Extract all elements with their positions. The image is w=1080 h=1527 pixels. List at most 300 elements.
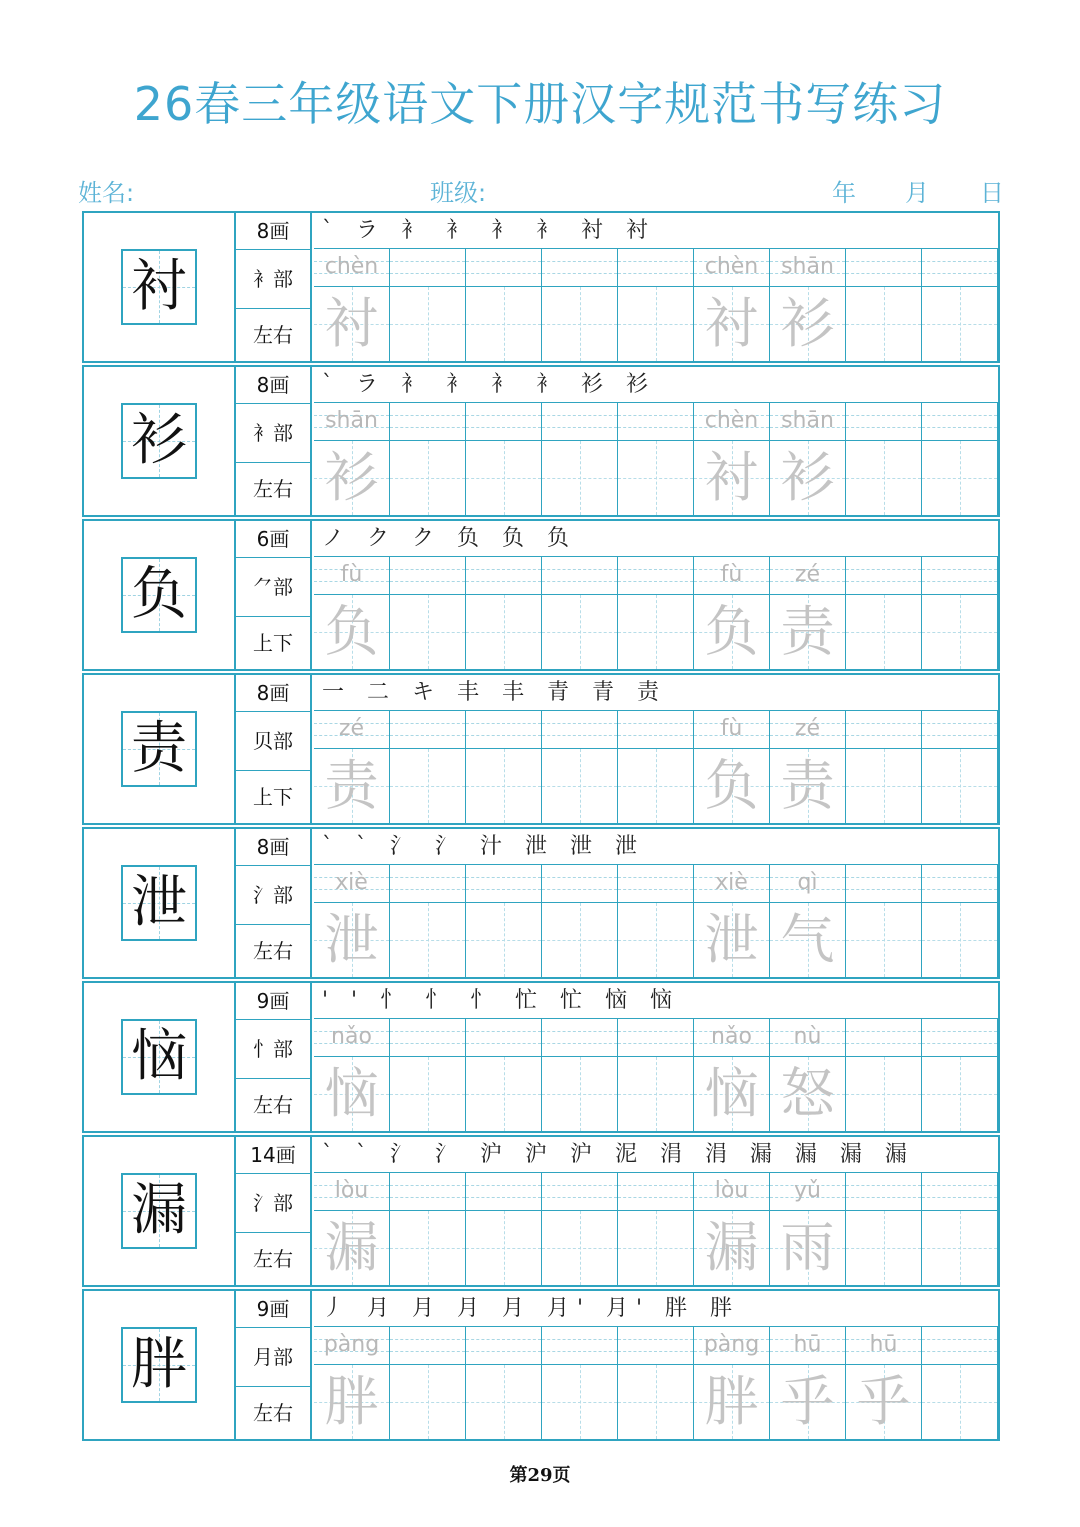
- stroke-order: ` ` 氵 氵 汁 泄 泄 泄: [314, 829, 998, 865]
- writing-cell[interactable]: [922, 403, 998, 515]
- radical: 氵部: [236, 866, 310, 925]
- pinyin-box: [390, 1019, 465, 1057]
- trace-character: 责: [780, 754, 835, 817]
- tianzige-box: [922, 441, 997, 515]
- pinyin-text: fù: [720, 562, 743, 587]
- model-character-cell: [84, 983, 236, 1131]
- trace-character: 乎: [780, 1370, 835, 1433]
- tianzige-box: [314, 595, 389, 669]
- trace-character: [846, 749, 921, 823]
- tianzige-box: [542, 1057, 617, 1131]
- writing-cell[interactable]: [314, 403, 390, 515]
- writing-cell[interactable]: [770, 865, 846, 977]
- writing-cell[interactable]: [542, 249, 618, 361]
- character-block: [82, 365, 1000, 517]
- tianzige-box: [618, 903, 693, 977]
- pinyin-box: [694, 557, 769, 595]
- pinyin-box: [922, 711, 997, 749]
- tianzige-box: [770, 1057, 845, 1131]
- writing-cell[interactable]: [618, 403, 694, 515]
- practice-sheet: [82, 211, 1000, 1443]
- writing-cell[interactable]: [694, 1019, 770, 1131]
- pinyin-box: [618, 711, 693, 749]
- writing-cell[interactable]: [618, 1327, 694, 1439]
- radical: 贝部: [236, 712, 310, 771]
- tianzige-box: [770, 287, 845, 361]
- writing-cell[interactable]: [314, 865, 390, 977]
- pinyin-box: [846, 557, 921, 595]
- pinyin-box: [618, 403, 693, 441]
- writing-cell[interactable]: [922, 557, 998, 669]
- tianzige-box: [466, 595, 541, 669]
- character-info: [236, 983, 312, 1131]
- pinyin-box: [770, 403, 845, 441]
- trace-character: [618, 595, 693, 669]
- writing-cell[interactable]: [314, 557, 390, 669]
- writing-cell[interactable]: [618, 557, 694, 669]
- model-character-box: [121, 249, 197, 325]
- writing-cell[interactable]: [314, 1327, 390, 1439]
- writing-cell[interactable]: [390, 865, 466, 977]
- character-block: [82, 827, 1000, 979]
- trace-character: [618, 441, 693, 515]
- writing-cell[interactable]: [618, 865, 694, 977]
- writing-cell[interactable]: [542, 711, 618, 823]
- model-character-cell: [84, 521, 236, 669]
- tianzige-box: [618, 749, 693, 823]
- writing-cell[interactable]: [618, 1173, 694, 1285]
- trace-character: [466, 287, 541, 361]
- pinyin-box: [314, 1019, 389, 1057]
- trace-character: 漏: [324, 1216, 379, 1279]
- stroke-count: 8画: [236, 213, 310, 250]
- writing-cell[interactable]: [694, 865, 770, 977]
- model-character-box: [121, 557, 197, 633]
- model-character-box: [121, 403, 197, 479]
- writing-cell[interactable]: [770, 557, 846, 669]
- pinyin-box: [770, 1327, 845, 1365]
- writing-cell[interactable]: [618, 1019, 694, 1131]
- tianzige-box: [922, 1211, 997, 1285]
- pinyin-box: [466, 1173, 541, 1211]
- writing-cell[interactable]: [466, 1327, 542, 1439]
- writing-cell[interactable]: [846, 711, 922, 823]
- tianzige-box: [466, 287, 541, 361]
- trace-character: [466, 1057, 541, 1131]
- pinyin-box: [466, 865, 541, 903]
- writing-cell[interactable]: [694, 711, 770, 823]
- pinyin-box: [390, 1173, 465, 1211]
- writing-grid: [314, 1019, 998, 1131]
- tianzige-box: [618, 1365, 693, 1439]
- writing-cell[interactable]: [694, 1173, 770, 1285]
- model-character: 泄: [131, 870, 187, 935]
- radical: 月部: [236, 1328, 310, 1387]
- pinyin-box: [770, 865, 845, 903]
- pinyin-box: [466, 1327, 541, 1365]
- pinyin-text: xiè: [715, 870, 748, 895]
- tianzige-box: [466, 441, 541, 515]
- tianzige-box: [770, 1365, 845, 1439]
- pinyin-box: [542, 711, 617, 749]
- tianzige-box: [314, 1365, 389, 1439]
- writing-cell[interactable]: [466, 557, 542, 669]
- pinyin-box: [466, 557, 541, 595]
- writing-cell[interactable]: [466, 249, 542, 361]
- tianzige-box: [314, 1057, 389, 1131]
- tianzige-box: [694, 903, 769, 977]
- tianzige-box: [922, 903, 997, 977]
- tianzige-box: [694, 287, 769, 361]
- writing-cell[interactable]: [390, 1327, 466, 1439]
- model-character: 胖: [131, 1332, 187, 1397]
- writing-cell[interactable]: [542, 1327, 618, 1439]
- stroke-count: 8画: [236, 367, 310, 404]
- pinyin-box: [390, 403, 465, 441]
- tianzige-box: [618, 287, 693, 361]
- class-label: 班级:: [430, 179, 487, 207]
- tianzige-box: [694, 1365, 769, 1439]
- writing-cell[interactable]: [466, 865, 542, 977]
- writing-cell[interactable]: [618, 711, 694, 823]
- pinyin-text: zé: [794, 562, 821, 587]
- trace-character: [618, 749, 693, 823]
- tianzige-box: [770, 441, 845, 515]
- tianzige-box: [466, 749, 541, 823]
- writing-cell[interactable]: [390, 403, 466, 515]
- writing-cell[interactable]: [314, 1019, 390, 1131]
- trace-character: 责: [780, 600, 835, 663]
- pinyin-box: [390, 711, 465, 749]
- writing-cell[interactable]: [466, 1173, 542, 1285]
- trace-character: [922, 441, 997, 515]
- writing-cell[interactable]: [770, 249, 846, 361]
- tianzige-box: [922, 287, 997, 361]
- pinyin-box: [694, 403, 769, 441]
- stroke-order: ` ラ 衤 衤 衤 衤 衬 衬: [314, 213, 998, 249]
- pinyin-box: [314, 557, 389, 595]
- trace-character: [390, 749, 465, 823]
- tianzige-box: [846, 595, 921, 669]
- pinyin-text: fù: [340, 562, 363, 587]
- tianzige-box: [390, 903, 465, 977]
- pinyin-box: [542, 865, 617, 903]
- writing-cell[interactable]: [542, 1019, 618, 1131]
- tianzige-box: [846, 1211, 921, 1285]
- character-block: [82, 1289, 1000, 1441]
- pinyin-text: chèn: [704, 254, 759, 279]
- tianzige-box: [770, 1211, 845, 1285]
- writing-cell[interactable]: [770, 711, 846, 823]
- trace-character: [922, 903, 997, 977]
- character-block: [82, 211, 1000, 363]
- writing-cell[interactable]: [770, 1327, 846, 1439]
- tianzige-box: [846, 287, 921, 361]
- pinyin-box: [314, 1327, 389, 1365]
- stroke-count: 8画: [236, 829, 310, 866]
- structure: 左右: [253, 477, 293, 501]
- writing-cell[interactable]: [770, 403, 846, 515]
- writing-cell[interactable]: [542, 865, 618, 977]
- writing-grid: [314, 403, 998, 515]
- writing-cell[interactable]: [846, 1327, 922, 1439]
- pinyin-box: [694, 1327, 769, 1365]
- pinyin-box: [846, 865, 921, 903]
- writing-cell[interactable]: [542, 403, 618, 515]
- pinyin-text: nù: [793, 1024, 822, 1049]
- writing-cell[interactable]: [694, 557, 770, 669]
- writing-cell[interactable]: [390, 557, 466, 669]
- pinyin-box: [694, 865, 769, 903]
- writing-cell[interactable]: [694, 249, 770, 361]
- trace-character: [466, 441, 541, 515]
- tianzige-box: [314, 903, 389, 977]
- writing-cell[interactable]: [390, 711, 466, 823]
- writing-cell[interactable]: [846, 249, 922, 361]
- pinyin-box: [314, 403, 389, 441]
- structure: 左右: [253, 1401, 293, 1425]
- pinyin-box: [618, 249, 693, 287]
- writing-cell[interactable]: [390, 1019, 466, 1131]
- character-info: [236, 829, 312, 977]
- page-title: 26春三年级语文下册汉字规范书写练习: [133, 77, 947, 131]
- writing-cell[interactable]: [846, 865, 922, 977]
- writing-cell[interactable]: [542, 557, 618, 669]
- tianzige-box: [466, 1211, 541, 1285]
- pinyin-box: [542, 1327, 617, 1365]
- trace-character: [542, 749, 617, 823]
- pinyin-box: [542, 557, 617, 595]
- trace-character: [618, 903, 693, 977]
- pinyin-box: [770, 557, 845, 595]
- tianzige-box: [542, 441, 617, 515]
- pinyin-box: [542, 1019, 617, 1057]
- tianzige-box: [390, 1365, 465, 1439]
- pinyin-box: [846, 1019, 921, 1057]
- trace-character: [390, 1211, 465, 1285]
- model-character-cell: [84, 1291, 236, 1439]
- writing-cell[interactable]: [466, 403, 542, 515]
- trace-character: [846, 595, 921, 669]
- pinyin-text: qì: [797, 870, 818, 895]
- tianzige-box: [694, 1057, 769, 1131]
- model-character-cell: [84, 367, 236, 515]
- pinyin-box: [846, 1173, 921, 1211]
- pinyin-box: [922, 1173, 997, 1211]
- trace-character: [466, 595, 541, 669]
- trace-character: 怒: [780, 1062, 835, 1125]
- pinyin-text: shān: [781, 254, 834, 279]
- pinyin-box: [694, 711, 769, 749]
- pinyin-text: pàng: [323, 1332, 380, 1357]
- tianzige-box: [390, 1211, 465, 1285]
- writing-cell[interactable]: [618, 249, 694, 361]
- pinyin-box: [922, 865, 997, 903]
- tianzige-box: [846, 749, 921, 823]
- trace-character: [466, 1211, 541, 1285]
- writing-cell[interactable]: [314, 1173, 390, 1285]
- radical: 忄部: [236, 1020, 310, 1079]
- month-label: 月: [905, 179, 929, 207]
- writing-cell[interactable]: [922, 1327, 998, 1439]
- trace-character: 乎: [856, 1370, 911, 1433]
- model-character-box: [121, 1327, 197, 1403]
- writing-cell[interactable]: [770, 1019, 846, 1131]
- writing-cell[interactable]: [390, 249, 466, 361]
- character-info: [236, 1137, 312, 1285]
- pinyin-box: [922, 403, 997, 441]
- tianzige-box: [618, 1211, 693, 1285]
- trace-character: [846, 441, 921, 515]
- tianzige-box: [694, 441, 769, 515]
- pinyin-box: [922, 249, 997, 287]
- trace-character: [542, 903, 617, 977]
- character-block: [82, 1135, 1000, 1287]
- page-number: 第29页: [509, 1465, 571, 1486]
- writing-cell[interactable]: [542, 1173, 618, 1285]
- tianzige-box: [922, 749, 997, 823]
- tianzige-box: [922, 595, 997, 669]
- tianzige-box: [846, 903, 921, 977]
- pinyin-text: nǎo: [331, 1024, 372, 1049]
- model-character: 衬: [131, 254, 187, 319]
- trace-character: [846, 287, 921, 361]
- trace-character: 衫: [780, 446, 835, 509]
- pinyin-box: [694, 1019, 769, 1057]
- trace-character: 恼: [324, 1062, 379, 1125]
- pinyin-box: [618, 1019, 693, 1057]
- pinyin-text: zé: [338, 716, 365, 741]
- writing-cell[interactable]: [922, 711, 998, 823]
- trace-character: [618, 1211, 693, 1285]
- model-character-box: [121, 711, 197, 787]
- writing-cell[interactable]: [466, 711, 542, 823]
- writing-cell[interactable]: [846, 1019, 922, 1131]
- tianzige-box: [466, 1057, 541, 1131]
- trace-character: 衫: [780, 292, 835, 355]
- trace-character: [542, 1211, 617, 1285]
- pinyin-box: [542, 1173, 617, 1211]
- tianzige-box: [618, 441, 693, 515]
- stroke-order: 丿 月 月 月 月 月' 月' 胖 胖: [314, 1291, 998, 1327]
- radical: 衤部: [236, 404, 310, 463]
- writing-cell[interactable]: [314, 249, 390, 361]
- pinyin-text: chèn: [704, 408, 759, 433]
- tianzige-box: [542, 749, 617, 823]
- trace-character: [922, 287, 997, 361]
- trace-character: [542, 441, 617, 515]
- tianzige-box: [390, 749, 465, 823]
- character-block: [82, 673, 1000, 825]
- pinyin-text: lòu: [714, 1178, 749, 1203]
- trace-character: 泄: [324, 908, 379, 971]
- writing-cell[interactable]: [922, 1173, 998, 1285]
- writing-grid: [314, 865, 998, 977]
- trace-character: 负: [704, 754, 759, 817]
- structure: 左右: [253, 1093, 293, 1117]
- writing-cell[interactable]: [466, 1019, 542, 1131]
- tianzige-box: [770, 903, 845, 977]
- year-label: 年: [832, 179, 856, 207]
- trace-character: 衬: [704, 292, 759, 355]
- stroke-order: ` ラ 衤 衤 衤 衤 衫 衫: [314, 367, 998, 403]
- pinyin-box: [542, 403, 617, 441]
- writing-cell[interactable]: [846, 403, 922, 515]
- character-block: [82, 981, 1000, 1133]
- trace-character: [390, 441, 465, 515]
- writing-cell[interactable]: [694, 1327, 770, 1439]
- structure: 左右: [253, 323, 293, 347]
- trace-character: 漏: [704, 1216, 759, 1279]
- trace-character: 胖: [704, 1370, 759, 1433]
- pinyin-text: hū: [869, 1332, 898, 1357]
- trace-character: 气: [780, 908, 835, 971]
- stroke-count: 6画: [236, 521, 310, 558]
- pinyin-box: [846, 711, 921, 749]
- writing-cell[interactable]: [314, 711, 390, 823]
- writing-grid: [314, 249, 998, 361]
- pinyin-text: hū: [793, 1332, 822, 1357]
- writing-cell[interactable]: [846, 557, 922, 669]
- trace-character: [922, 1365, 997, 1439]
- pinyin-box: [390, 865, 465, 903]
- pinyin-box: [466, 249, 541, 287]
- model-character: 责: [131, 716, 187, 781]
- structure: 上下: [253, 785, 293, 809]
- character-info: [236, 675, 312, 823]
- trace-character: [390, 287, 465, 361]
- pinyin-box: [618, 1173, 693, 1211]
- writing-cell[interactable]: [694, 403, 770, 515]
- tianzige-box: [542, 595, 617, 669]
- pinyin-box: [846, 249, 921, 287]
- pinyin-box: [466, 711, 541, 749]
- radical: ⺈部: [236, 558, 310, 617]
- writing-cell[interactable]: [922, 865, 998, 977]
- pinyin-box: [922, 1327, 997, 1365]
- writing-grid: [314, 1327, 998, 1439]
- trace-character: [542, 1365, 617, 1439]
- pinyin-box: [770, 1019, 845, 1057]
- tianzige-box: [390, 441, 465, 515]
- pinyin-box: [846, 1327, 921, 1365]
- trace-character: [542, 595, 617, 669]
- tianzige-box: [314, 441, 389, 515]
- writing-cell[interactable]: [922, 1019, 998, 1131]
- structure: 左右: [253, 939, 293, 963]
- tianzige-box: [542, 1365, 617, 1439]
- trace-character: 胖: [324, 1370, 379, 1433]
- writing-cell[interactable]: [846, 1173, 922, 1285]
- writing-cell[interactable]: [922, 249, 998, 361]
- model-character-cell: [84, 675, 236, 823]
- radical: 衤部: [236, 250, 310, 309]
- pinyin-text: chèn: [324, 254, 379, 279]
- model-character: 负: [131, 562, 187, 627]
- trace-character: 衬: [324, 292, 379, 355]
- pinyin-text: nǎo: [711, 1024, 752, 1049]
- trace-character: [846, 1057, 921, 1131]
- tianzige-box: [542, 903, 617, 977]
- writing-cell[interactable]: [390, 1173, 466, 1285]
- day-label: 日: [980, 179, 1004, 207]
- pinyin-box: [846, 403, 921, 441]
- writing-cell[interactable]: [770, 1173, 846, 1285]
- tianzige-box: [542, 287, 617, 361]
- trace-character: [390, 1365, 465, 1439]
- trace-character: [618, 1365, 693, 1439]
- pinyin-text: lòu: [334, 1178, 369, 1203]
